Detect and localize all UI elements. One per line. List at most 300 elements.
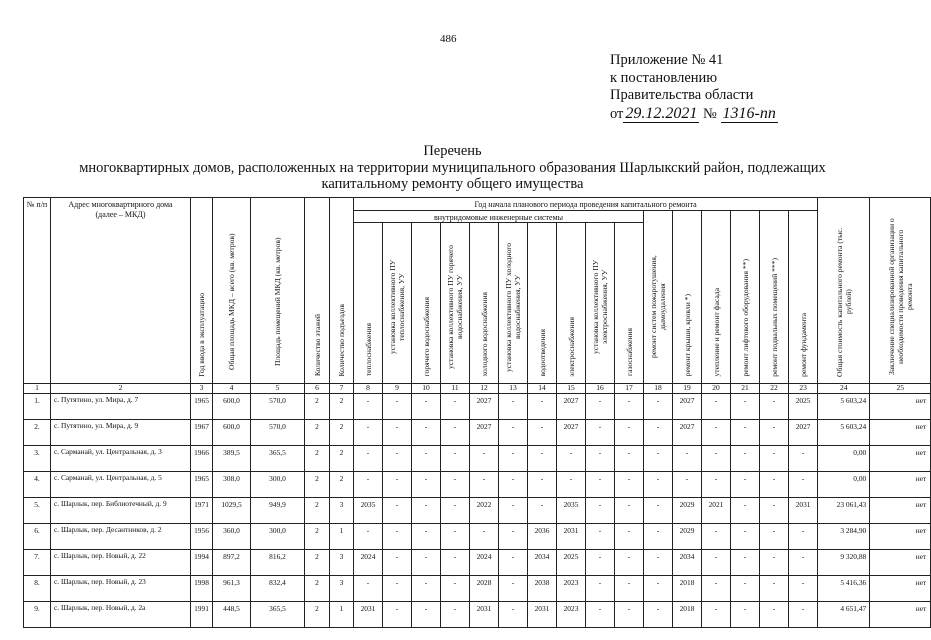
row-address: с. Шарлык, пер. Новый, д. 23 [51, 576, 191, 602]
row-premises-area: 570,0 [251, 420, 305, 446]
row-year: 1994 [191, 550, 213, 576]
row-work-year: 2028 [470, 576, 499, 602]
header-col-20: утепление и ремонт фасада [702, 210, 731, 384]
header-entrances: Количество подъездов [330, 198, 354, 384]
row-entrances: 1 [330, 602, 354, 628]
row-work-year: - [354, 446, 383, 472]
row-work-year: - [528, 446, 557, 472]
row-entrances: 2 [330, 446, 354, 472]
row-number: 6. [24, 524, 51, 550]
row-cost: 0,00 [818, 446, 870, 472]
decree-number: 1316-пп [722, 104, 776, 122]
row-conclusion: нет [870, 498, 931, 524]
column-number: 21 [731, 384, 760, 394]
row-total-area: 961,3 [213, 576, 251, 602]
row-work-year: - [528, 394, 557, 420]
column-number: 11 [441, 384, 470, 394]
header-col-8: теплоснабжения [354, 223, 383, 384]
row-work-year: 2024 [354, 550, 383, 576]
row-address: с. Сарманай, ул. Центральная, д. 5 [51, 472, 191, 498]
row-premises-area: 570,0 [251, 394, 305, 420]
header-col-21: ремонт лифтового оборудования **) [731, 210, 760, 384]
column-number: 22 [760, 384, 789, 394]
row-work-year: - [615, 420, 644, 446]
column-number: 2 [51, 384, 191, 394]
appendix-line-1: Приложение № 41 [610, 52, 724, 68]
row-work-year: - [586, 472, 615, 498]
row-work-year: - [615, 394, 644, 420]
row-work-year: 2018 [673, 576, 702, 602]
column-number-row [24, 384, 931, 394]
row-work-year: - [789, 550, 818, 576]
row-floors: 2 [305, 498, 330, 524]
row-work-year: - [673, 446, 702, 472]
table-row [24, 524, 931, 550]
row-work-year: - [789, 524, 818, 550]
row-work-year: - [760, 550, 789, 576]
row-work-year: - [731, 498, 760, 524]
row-total-area: 360,0 [213, 524, 251, 550]
row-cost: 5 603,24 [818, 394, 870, 420]
row-work-year: 2031 [789, 498, 818, 524]
row-work-year: - [673, 472, 702, 498]
row-work-year: 2024 [470, 550, 499, 576]
column-number: 6 [305, 384, 330, 394]
table-row [24, 420, 931, 446]
row-address: с. Путятино, ул. Мира, д. 7 [51, 394, 191, 420]
row-work-year: - [586, 446, 615, 472]
row-work-year: - [644, 472, 673, 498]
row-entrances: 3 [330, 576, 354, 602]
row-cost: 4 651,47 [818, 602, 870, 628]
row-conclusion: нет [870, 550, 931, 576]
column-number: 9 [383, 384, 412, 394]
row-total-area: 897,2 [213, 550, 251, 576]
row-work-year: - [702, 472, 731, 498]
header-col-18: ремонт систем пожаротушения, дымоудаления [644, 210, 673, 384]
row-floors: 2 [305, 394, 330, 420]
row-work-year: - [441, 420, 470, 446]
row-number: 9. [24, 602, 51, 628]
header-systems: внутридомовые инженерные системы [354, 210, 644, 223]
row-work-year: - [441, 394, 470, 420]
row-work-year: - [441, 602, 470, 628]
row-address: с. Шарлык, пер. Новый, д. 22 [51, 550, 191, 576]
row-work-year: 2031 [354, 602, 383, 628]
header-col-9: установка коллективного ПУ теплоснабжения, УУ [383, 223, 412, 384]
row-work-year: 2029 [673, 498, 702, 524]
column-number: 24 [818, 384, 870, 394]
row-work-year: - [383, 420, 412, 446]
row-work-year: - [644, 524, 673, 550]
row-floors: 2 [305, 576, 330, 602]
header-col-17: газоснабжения [615, 223, 644, 384]
row-entrances: 2 [330, 472, 354, 498]
row-work-year: - [412, 472, 441, 498]
row-total-area: 600,0 [213, 394, 251, 420]
row-work-year: - [383, 498, 412, 524]
header-col-15: электроснабжения [557, 223, 586, 384]
row-year: 1967 [191, 420, 213, 446]
column-number: 25 [870, 384, 931, 394]
row-work-year: - [354, 576, 383, 602]
row-premises-area: 949,9 [251, 498, 305, 524]
header-floors: Количество этажей [305, 198, 330, 384]
row-work-year: - [702, 394, 731, 420]
row-work-year: - [615, 498, 644, 524]
column-number: 23 [789, 384, 818, 394]
column-number: 19 [673, 384, 702, 394]
row-work-year: - [615, 524, 644, 550]
column-number: 14 [528, 384, 557, 394]
row-work-year: - [586, 524, 615, 550]
row-work-year: 2021 [702, 498, 731, 524]
row-work-year: 2027 [789, 420, 818, 446]
appendix-line-4 [610, 105, 778, 124]
row-work-year: - [441, 550, 470, 576]
row-work-year: - [644, 394, 673, 420]
repair-table [23, 197, 931, 628]
row-work-year: 2023 [557, 602, 586, 628]
row-work-year: 2035 [557, 498, 586, 524]
row-year: 1965 [191, 394, 213, 420]
row-cost: 3 284,90 [818, 524, 870, 550]
table-row [24, 576, 931, 602]
row-work-year: - [412, 550, 441, 576]
row-work-year: - [702, 524, 731, 550]
row-work-year: - [644, 576, 673, 602]
appendix-line-2: к постановлению [610, 69, 718, 86]
row-work-year: - [528, 420, 557, 446]
row-work-year: - [615, 472, 644, 498]
row-floors: 2 [305, 550, 330, 576]
header-col-19: ремонт крыши, кровли *) [673, 210, 702, 384]
column-number: 4 [213, 384, 251, 394]
column-number: 18 [644, 384, 673, 394]
row-work-year: - [441, 524, 470, 550]
row-work-year: 2027 [557, 394, 586, 420]
row-total-area: 448,5 [213, 602, 251, 628]
row-conclusion: нет [870, 394, 931, 420]
row-work-year: 2027 [470, 420, 499, 446]
row-work-year: - [731, 446, 760, 472]
row-number: 1. [24, 394, 51, 420]
row-number: 4. [24, 472, 51, 498]
row-work-year: - [644, 602, 673, 628]
row-work-year: - [528, 498, 557, 524]
row-work-year: - [441, 472, 470, 498]
row-work-year: - [586, 420, 615, 446]
row-work-year: - [644, 446, 673, 472]
row-work-year: 2027 [673, 394, 702, 420]
column-number: 15 [557, 384, 586, 394]
row-work-year: - [412, 576, 441, 602]
row-premises-area: 365,5 [251, 602, 305, 628]
header-col-14: водоотведения [528, 223, 557, 384]
row-work-year: - [383, 446, 412, 472]
row-work-year: - [789, 576, 818, 602]
row-work-year: - [383, 524, 412, 550]
column-number: 5 [251, 384, 305, 394]
row-work-year: - [354, 420, 383, 446]
row-work-year: - [789, 446, 818, 472]
row-work-year: - [731, 524, 760, 550]
row-work-year: - [615, 550, 644, 576]
header-premises-area: Площадь помещений МКД (кв. метров) [251, 198, 305, 384]
row-work-year: - [702, 550, 731, 576]
document-title [0, 143, 905, 193]
column-number: 1 [24, 384, 51, 394]
table-row [24, 472, 931, 498]
header-conclusion: Заключение специализированной организации о необходимости проведения капитального ремонта [870, 198, 931, 384]
row-total-area: 600,0 [213, 420, 251, 446]
row-year: 1966 [191, 446, 213, 472]
row-premises-area: 832,4 [251, 576, 305, 602]
appendix-no: № [703, 105, 717, 122]
row-cost: 5 416,36 [818, 576, 870, 602]
row-total-area: 389,5 [213, 446, 251, 472]
row-work-year: 2025 [557, 550, 586, 576]
row-entrances: 2 [330, 394, 354, 420]
row-work-year: - [354, 472, 383, 498]
row-work-year: - [470, 472, 499, 498]
row-floors: 2 [305, 472, 330, 498]
row-entrances: 3 [330, 498, 354, 524]
title-line-2: многоквартирных домов, расположенных на территории муниципального образования Шарлыкский район, подлежащих [79, 159, 826, 176]
row-work-year: - [499, 576, 528, 602]
column-number: 13 [499, 384, 528, 394]
column-number: 17 [615, 384, 644, 394]
row-address: с. Сарманай, ул. Центральная, д. 3 [51, 446, 191, 472]
row-conclusion: нет [870, 472, 931, 498]
row-address: с. Шарлык, пер. Новый, д. 2а [51, 602, 191, 628]
row-work-year: - [412, 420, 441, 446]
row-work-year: - [731, 602, 760, 628]
header-cost: Общая стоимость капитального ремонта (тыс. рублей) [818, 198, 870, 384]
row-work-year: - [586, 394, 615, 420]
row-work-year: - [586, 498, 615, 524]
column-number: 7 [330, 384, 354, 394]
row-work-year: - [557, 446, 586, 472]
row-work-year: - [441, 576, 470, 602]
column-number: 12 [470, 384, 499, 394]
row-number: 8. [24, 576, 51, 602]
row-work-year: 2027 [673, 420, 702, 446]
row-work-year: - [354, 524, 383, 550]
row-entrances: 3 [330, 550, 354, 576]
row-work-year: 2018 [673, 602, 702, 628]
row-work-year: 2027 [557, 420, 586, 446]
row-work-year: - [412, 602, 441, 628]
column-number: 8 [354, 384, 383, 394]
row-conclusion: нет [870, 576, 931, 602]
row-work-year: 2034 [528, 550, 557, 576]
row-number: 7. [24, 550, 51, 576]
row-premises-area: 365,5 [251, 446, 305, 472]
header-total-area: Общая площадь МКД – всего (кв. метров) [213, 198, 251, 384]
row-work-year: - [412, 394, 441, 420]
row-number: 2. [24, 420, 51, 446]
row-work-year: - [702, 420, 731, 446]
row-work-year: - [354, 394, 383, 420]
row-cost: 5 603,24 [818, 420, 870, 446]
row-premises-area: 300,0 [251, 524, 305, 550]
header-period: Год начала планового периода проведения капитального ремонта [354, 198, 818, 211]
row-work-year: - [499, 446, 528, 472]
row-cost: 23 061,43 [818, 498, 870, 524]
row-work-year: - [441, 446, 470, 472]
row-work-year: - [644, 550, 673, 576]
row-work-year: 2038 [528, 576, 557, 602]
row-work-year: - [383, 550, 412, 576]
row-address: с. Шарлык, пер. Библиотечный, д. 9 [51, 498, 191, 524]
row-year: 1991 [191, 602, 213, 628]
row-conclusion: нет [870, 446, 931, 472]
row-floors: 2 [305, 420, 330, 446]
row-work-year: 2031 [528, 602, 557, 628]
row-entrances: 2 [330, 420, 354, 446]
row-cost: 0,00 [818, 472, 870, 498]
row-work-year: - [441, 498, 470, 524]
row-work-year: - [383, 472, 412, 498]
title-line-1: Перечень [423, 143, 482, 159]
row-work-year: - [586, 550, 615, 576]
appendix-block [610, 52, 778, 123]
row-year: 1971 [191, 498, 213, 524]
page-number: 486 [440, 33, 457, 45]
header-col-10: горячего водоснабжения [412, 223, 441, 384]
row-work-year: - [499, 394, 528, 420]
row-work-year: - [731, 576, 760, 602]
row-work-year: - [760, 602, 789, 628]
row-work-year: - [470, 524, 499, 550]
row-work-year: 2023 [557, 576, 586, 602]
header-col-22: ремонт подвальных помещений ***) [760, 210, 789, 384]
row-conclusion: нет [870, 420, 931, 446]
row-work-year: - [412, 446, 441, 472]
row-work-year: 2036 [528, 524, 557, 550]
row-work-year: 2031 [470, 602, 499, 628]
header-num: № п/п [24, 198, 51, 384]
row-work-year: - [731, 394, 760, 420]
header-year-built: Год ввода в эксплуатацию [191, 198, 213, 384]
column-number: 3 [191, 384, 213, 394]
row-work-year: - [702, 602, 731, 628]
row-work-year: 2027 [470, 394, 499, 420]
row-work-year: - [586, 602, 615, 628]
row-conclusion: нет [870, 602, 931, 628]
row-total-area: 1029,5 [213, 498, 251, 524]
row-work-year: - [789, 472, 818, 498]
row-work-year: - [760, 420, 789, 446]
row-conclusion: нет [870, 524, 931, 550]
row-address: с. Путятино, ул. Мира, д. 9 [51, 420, 191, 446]
row-work-year: - [499, 498, 528, 524]
header-col-23: ремонт фундамента [789, 210, 818, 384]
header-col-13: установка коллективного ПУ холодного водоснабжения, УУ [499, 223, 528, 384]
table-row [24, 498, 931, 524]
row-total-area: 308,0 [213, 472, 251, 498]
row-work-year: - [499, 524, 528, 550]
row-work-year: - [731, 472, 760, 498]
row-work-year: 2034 [673, 550, 702, 576]
table-row [24, 602, 931, 628]
row-cost: 9 320,88 [818, 550, 870, 576]
row-work-year: - [760, 394, 789, 420]
row-work-year: - [412, 498, 441, 524]
header-col-11: установка коллективного ПУ горячего водоснабжения, УУ [441, 223, 470, 384]
table-row [24, 394, 931, 420]
row-work-year: - [731, 550, 760, 576]
row-year: 1956 [191, 524, 213, 550]
row-work-year: - [383, 602, 412, 628]
row-year: 1998 [191, 576, 213, 602]
header-col-16: установка коллективного ПУ электроснабжения, УУ [586, 223, 615, 384]
row-work-year: - [412, 524, 441, 550]
row-premises-area: 300,0 [251, 472, 305, 498]
row-work-year: - [760, 576, 789, 602]
header-col-12: холодного водоснабжения [470, 223, 499, 384]
row-work-year: 2035 [354, 498, 383, 524]
row-work-year: - [586, 576, 615, 602]
row-work-year: - [470, 446, 499, 472]
decree-date: 29.12.2021 [625, 104, 698, 122]
column-number: 16 [586, 384, 615, 394]
row-work-year: - [702, 576, 731, 602]
row-work-year: 2029 [673, 524, 702, 550]
row-entrances: 1 [330, 524, 354, 550]
row-work-year: 2025 [789, 394, 818, 420]
row-work-year: - [499, 472, 528, 498]
row-work-year: - [499, 602, 528, 628]
table-row [24, 550, 931, 576]
row-work-year: - [760, 498, 789, 524]
row-address: с. Шарлык, пер. Десантников, д. 2 [51, 524, 191, 550]
row-work-year: - [499, 420, 528, 446]
row-work-year: - [383, 394, 412, 420]
row-work-year: - [557, 472, 586, 498]
row-floors: 2 [305, 446, 330, 472]
row-work-year: - [644, 420, 673, 446]
row-work-year: - [702, 446, 731, 472]
row-work-year: - [731, 420, 760, 446]
row-work-year: - [499, 550, 528, 576]
row-work-year: - [760, 524, 789, 550]
row-floors: 2 [305, 524, 330, 550]
row-work-year: - [383, 576, 412, 602]
row-work-year: - [789, 602, 818, 628]
row-work-year: - [615, 576, 644, 602]
column-number: 20 [702, 384, 731, 394]
table-row [24, 446, 931, 472]
row-work-year: - [615, 602, 644, 628]
title-line-3: капитальному ремонту общего имущества [321, 176, 584, 192]
row-work-year: 2031 [557, 524, 586, 550]
column-number: 10 [412, 384, 441, 394]
row-year: 1965 [191, 472, 213, 498]
row-number: 5. [24, 498, 51, 524]
row-work-year: 2022 [470, 498, 499, 524]
row-work-year: - [760, 446, 789, 472]
row-work-year: - [760, 472, 789, 498]
row-work-year: - [528, 472, 557, 498]
row-floors: 2 [305, 602, 330, 628]
appendix-from: от [610, 105, 624, 122]
header-address: Адрес многоквартирного дома (далее – МКД) [51, 198, 191, 384]
row-work-year: - [644, 498, 673, 524]
row-number: 3. [24, 446, 51, 472]
row-premises-area: 816,2 [251, 550, 305, 576]
